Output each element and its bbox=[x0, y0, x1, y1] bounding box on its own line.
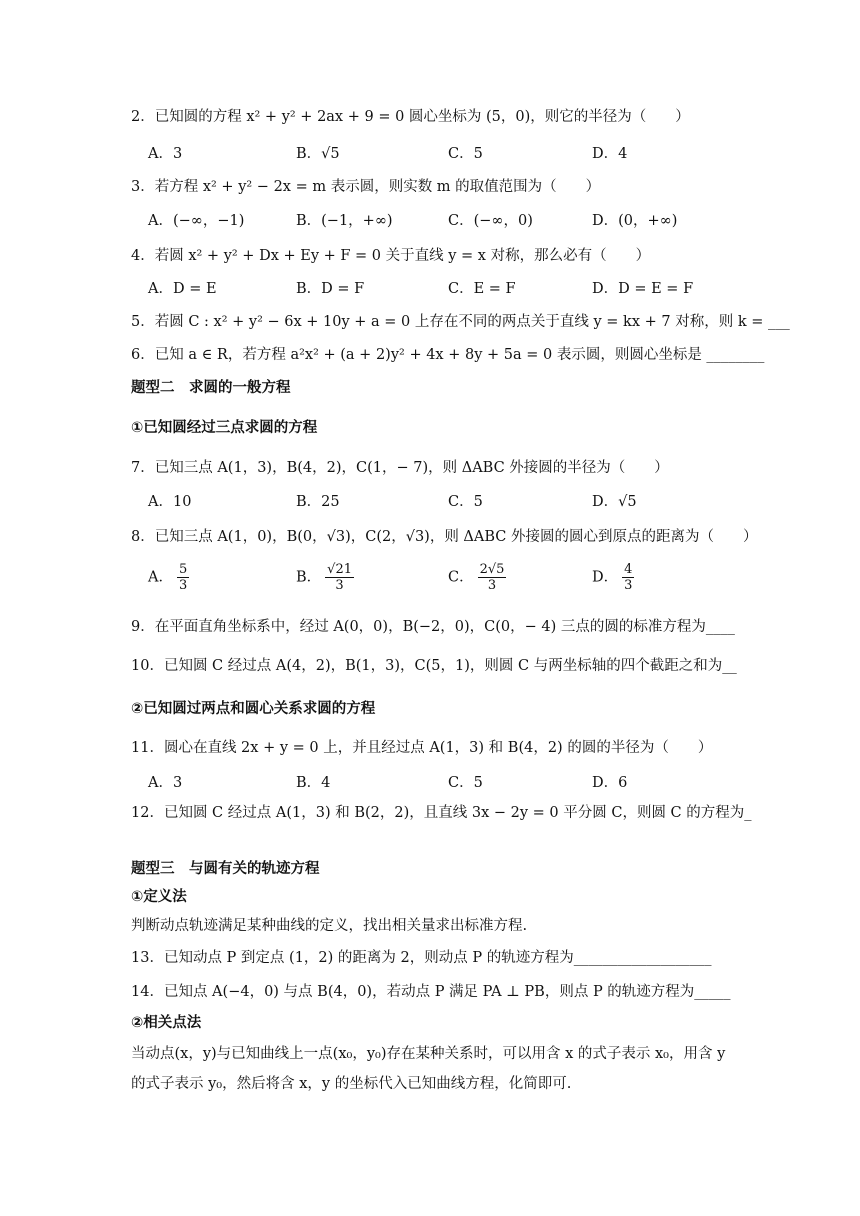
option-c: C．5 bbox=[448, 775, 483, 791]
option-a: A．3 bbox=[148, 146, 183, 162]
option-c: C．5 bbox=[448, 494, 483, 510]
fraction bbox=[177, 562, 189, 593]
option-d bbox=[592, 562, 634, 593]
option-label: B． bbox=[296, 569, 322, 586]
option-a: A．D = E bbox=[148, 281, 217, 297]
denominator: 3 bbox=[487, 578, 497, 593]
question-13-stem: 13．已知动点 P 到定点 (1，2) 的距离为 2，则动点 P 的轨迹方程为___________________ bbox=[131, 950, 712, 966]
numerator: 4 bbox=[624, 562, 633, 577]
question-5-stem: 5．若圆 C : x² + y² − 6x + 10y + a = 0 上存在不同的两点关于直线 y = kx + 7 对称，则 k = ___ bbox=[131, 314, 790, 330]
subsection-heading-related-point: ②相关点法 bbox=[131, 1015, 202, 1031]
question-9-stem: 9．在平面直角坐标系中，经过 A(0，0)，B(−2，0)，C(0，− 4) 三点的圆的标准方程为____ bbox=[131, 619, 735, 635]
option-c: C．(−∞，0) bbox=[448, 213, 533, 229]
option-d: D．(0，+∞) bbox=[592, 213, 678, 229]
option-b: B．4 bbox=[296, 775, 331, 791]
option-c: C．5 bbox=[448, 146, 483, 162]
option-b: B．(−1，+∞) bbox=[296, 213, 393, 229]
numerator: 5 bbox=[178, 562, 188, 577]
fraction bbox=[325, 562, 354, 593]
option-b: B．√5 bbox=[296, 146, 340, 162]
section-heading-type2: 题型二 求圆的一般方程 bbox=[131, 380, 291, 396]
definition-method-text: 判断动点轨迹满足某种曲线的定义，找出相关量求出标准方程. bbox=[131, 918, 528, 934]
question-4-stem: 4．若圆 x² + y² + Dx + Ey + F = 0 关于直线 y = x 对称，那么必有（ ） bbox=[131, 248, 651, 264]
question-3-options bbox=[148, 210, 708, 238]
question-14-stem: 14．已知点 A(−4，0) 与点 B(4，0)，若动点 P 满足 PA ⊥ PB，则点 P 的轨迹方程为_____ bbox=[131, 984, 731, 1000]
option-d: D．√5 bbox=[592, 494, 637, 510]
option-d: D．6 bbox=[592, 775, 628, 791]
subsection-heading-three-points: ①已知圆经过三点求圆的方程 bbox=[131, 420, 318, 436]
question-7-options bbox=[148, 491, 708, 519]
fraction bbox=[478, 562, 507, 593]
option-a: A．3 bbox=[148, 775, 183, 791]
denominator: 3 bbox=[624, 578, 633, 593]
option-label: A． bbox=[148, 569, 173, 586]
question-4-options bbox=[148, 278, 708, 306]
question-11-stem: 11．圆心在直线 2x + y = 0 上，并且经过点 A(1，3) 和 B(4，2) 的圆的半径为（ ） bbox=[131, 740, 713, 756]
option-d: D．D = E = F bbox=[592, 281, 694, 297]
section-heading-type3: 题型三 与圆有关的轨迹方程 bbox=[131, 861, 320, 877]
question-6-stem: 6．已知 a ∈ R，若方程 a²x² + (a + 2)y² + 4x + 8y + 5a = 0 表示圆，则圆心坐标是 ________ bbox=[131, 347, 765, 363]
question-2-stem: 2．已知圆的方程 x² + y² + 2ax + 9 = 0 圆心坐标为 (5，0)，则它的半径为（ ） bbox=[131, 109, 690, 125]
numerator: 2√5 bbox=[479, 562, 505, 577]
option-c bbox=[448, 562, 506, 593]
related-point-method-text: 当动点(x，y)与已知曲线上一点(x₀，y₀)存在某种关系时，可以用含 x 的式子表示 x₀，用含 y 的式子表示 y₀，然后将含 x，y 的坐标代入已知曲线方程，化简即可. bbox=[131, 1046, 726, 1092]
question-10-stem: 10．已知圆 C 经过点 A(4，2)，B(1，3)，C(5，1)，则圆 C 与两坐标轴的四个截距之和为__ bbox=[131, 658, 737, 674]
fraction bbox=[622, 562, 634, 593]
option-b bbox=[296, 562, 354, 593]
numerator: √21 bbox=[327, 562, 352, 577]
option-b: B．25 bbox=[296, 494, 340, 510]
option-b: B．D = F bbox=[296, 281, 365, 297]
question-12-stem: 12．已知圆 C 经过点 A(1，3) 和 B(2，2)，且直线 3x − 2y = 0 平分圆 C，则圆 C 的方程为_ bbox=[131, 805, 752, 821]
question-2-options bbox=[148, 143, 708, 171]
question-11-options bbox=[148, 772, 708, 800]
question-3-stem: 3．若方程 x² + y² − 2x = m 表示圆，则实数 m 的取值范围为（ ） bbox=[131, 179, 601, 195]
option-a: A．(−∞，−1) bbox=[148, 213, 245, 229]
option-label: C． bbox=[448, 569, 474, 586]
question-8-options bbox=[148, 562, 708, 606]
denominator: 3 bbox=[178, 578, 188, 593]
denominator: 3 bbox=[335, 578, 344, 593]
subsection-heading-definition: ①定义法 bbox=[131, 889, 187, 905]
option-c: C．E = F bbox=[448, 281, 516, 297]
option-d: D．4 bbox=[592, 146, 628, 162]
question-7-stem: 7．已知三点 A(1，3)，B(4，2)，C(1，− 7)，则 ΔABC 外接圆的半径为（ ） bbox=[131, 460, 669, 476]
option-a: A．10 bbox=[148, 494, 192, 510]
option-a bbox=[148, 562, 189, 593]
option-label: D． bbox=[592, 569, 619, 586]
question-8-stem: 8．已知三点 A(1，0)，B(0，√3)，C(2，√3)，则 ΔABC 外接圆的圆心到原点的距离为（ ） bbox=[131, 529, 758, 545]
subsection-heading-two-points: ②已知圆过两点和圆心关系求圆的方程 bbox=[131, 701, 376, 717]
